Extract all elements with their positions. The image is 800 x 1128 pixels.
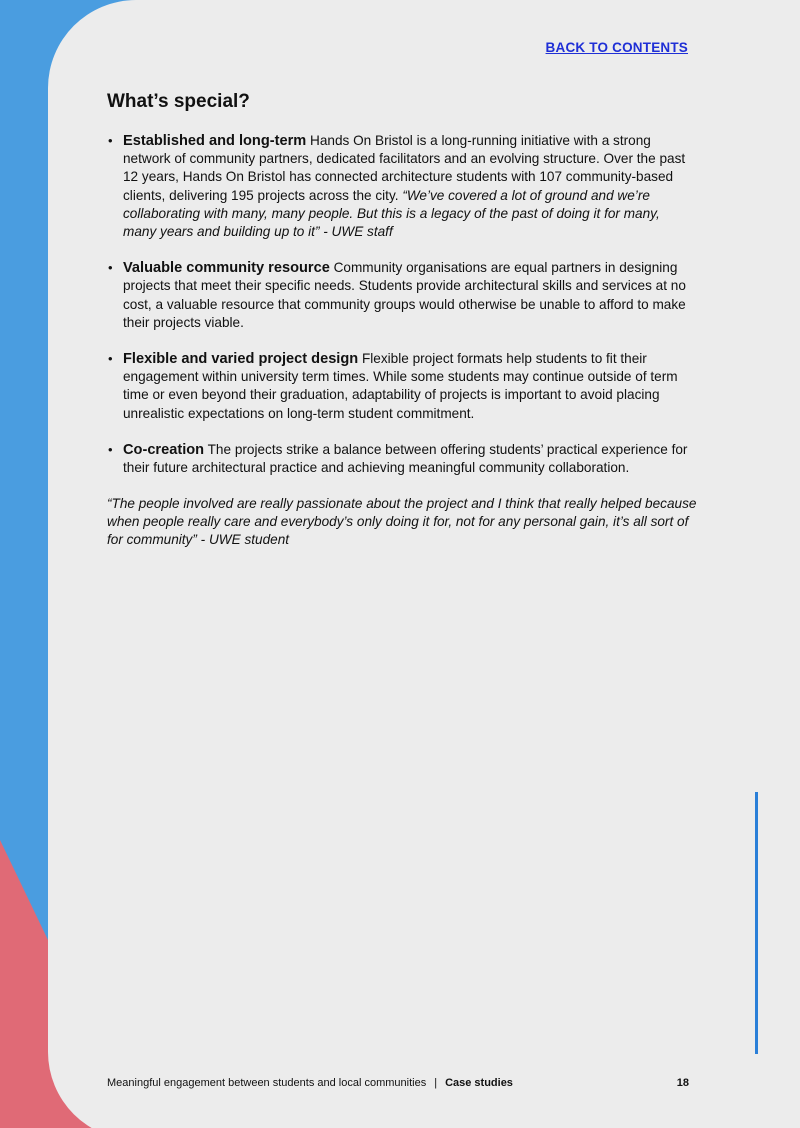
footer-section-name: Case studies [445, 1077, 513, 1089]
item-lead: Co-creation [123, 441, 205, 458]
bullet-icon: • [108, 441, 113, 457]
closing-quote: “The people involved are really passionate about the project and I think that really helped because when people really care and everybody’s only doing it for, not for any personal gain, it’s all sort of for community” - UWE student [107, 496, 697, 548]
bullet-icon: • [108, 351, 113, 367]
item-lead: Flexible and varied project design [123, 351, 359, 368]
bullet-icon: • [108, 133, 113, 148]
item-quote: “We’ve covered a lot of ground and we’re collaborating with many, many people. But this is a legacy of the past of doing it for many, many years and building up to it” - UWE staff [123, 187, 660, 240]
bullet-icon: • [108, 260, 113, 276]
item-text: Community organisations are equal partners in designing projects that meet their specific needs. Students provide architectural skills and services at no cost, a valuable resource that community groups would otherwise be unable to afford to make their projects viable. [123, 260, 686, 330]
list-item [107, 259, 689, 332]
page-number: 18 [676, 1077, 689, 1089]
item-lead: Established and long-term [123, 133, 307, 149]
item-text: The projects strike a balance between offering students’ practical experience for their future architectural practice and achieving meaningful community collaboration. [123, 441, 688, 476]
page-footer [107, 1077, 689, 1089]
list-item [107, 132, 689, 241]
vertical-accent-rule [755, 792, 758, 1054]
section-heading: What’s special? [107, 91, 250, 112]
footer-doc-title: Meaningful engagement between students and local communities [107, 1077, 427, 1089]
list-item [107, 350, 689, 423]
back-to-contents-link[interactable]: BACK TO CONTENTS [545, 40, 688, 55]
list-item [107, 441, 689, 477]
item-text: Hands On Bristol is a long-running initiative with a strong network of community partners, dedicated facilitators and an evolving structure. Over the past 12 years, Hands On Bristol has connected architecture students with 107 community-based clients, delivering 195 projects across the city. [123, 133, 686, 203]
item-text: Flexible project formats help students to fit their engagement within university term times. While some students may continue outside of term time or even beyond their graduation, adaptability of projects is important to avoid placing unrealistic expectations on long-term student commitment. [123, 351, 678, 421]
feature-list [107, 132, 689, 495]
footer-separator: | [434, 1077, 438, 1089]
item-lead: Valuable community resource [123, 260, 330, 277]
